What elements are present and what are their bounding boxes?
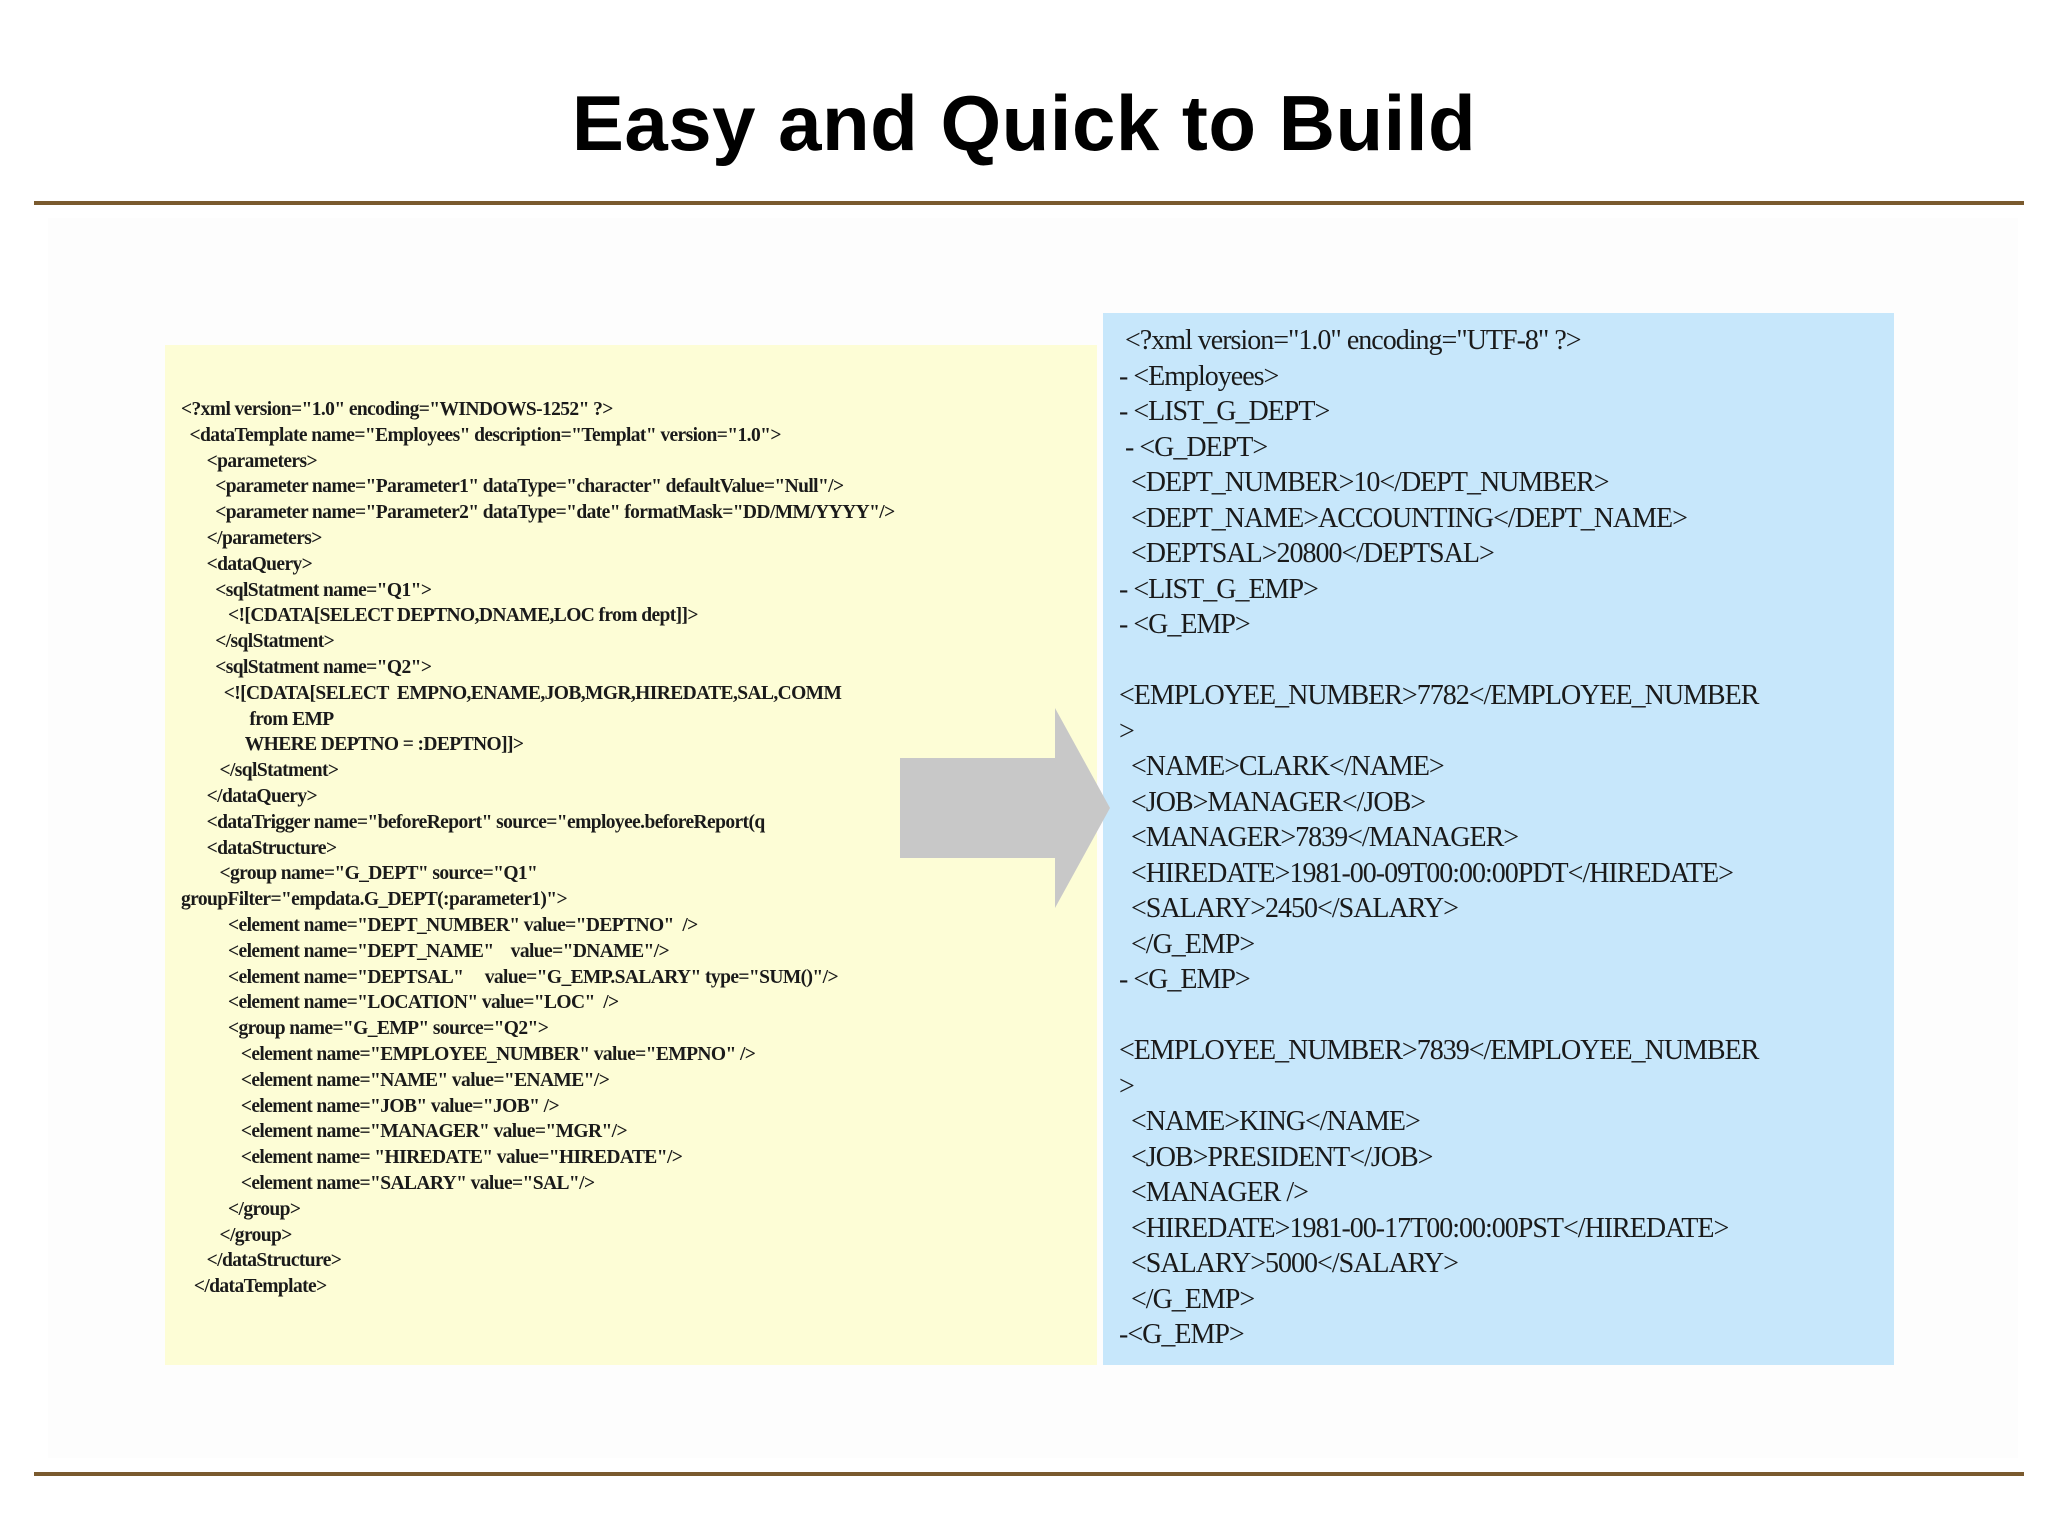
code-line: <NAME>CLARK</NAME> [1119,751,1444,782]
code-line: </G_EMP> [1119,1283,1255,1315]
code-line: <dataStructure> [181,837,337,859]
xml-output-code [1119,323,1889,1353]
code-line: <DEPT_NAME>ACCOUNTING</DEPT_NAME> [1119,502,1687,534]
code-line: <sqlStatment name="Q1"> [181,579,432,601]
code-line: </group> [181,1198,301,1220]
code-line: <element name= "HIREDATE" value="HIREDATE"/> [181,1147,683,1169]
code-line: - <G_DEPT> [1119,431,1268,463]
code-line: <JOB>PRESIDENT</JOB> [1119,1141,1433,1173]
code-line: <group name="G_EMP" source="Q2"> [181,1018,549,1040]
code-line: </dataStructure> [181,1250,342,1272]
code-line: </sqlStatment> [181,631,335,653]
code-line: <parameters> [181,450,317,472]
code-line: <MANAGER>7839</MANAGER> [1119,822,1519,853]
code-line: </group> [181,1224,292,1246]
code-line: <?xml version="1.0" encoding="UTF-8" ?> [1119,325,1581,356]
code-line: - <Employees> [1119,360,1279,392]
code-line: </G_EMP> [1119,928,1255,960]
code-line: <element name="MANAGER" value="MGR"/> [181,1121,628,1143]
code-line: -<G_EMP> [1119,1319,1244,1350]
code-line: <parameter name="Parameter1" dataType="character" defaultValue="Null"/> [181,476,844,498]
right-arrow-icon [900,708,1110,908]
slide-title: Easy and Quick to Build [571,79,1477,167]
title-divider [34,201,2024,205]
code-line: <dataQuery> [181,553,313,575]
code-line: <element name="JOB" value="JOB" /> [181,1095,559,1117]
code-line: <sqlStatment name="Q2"> [181,656,432,678]
code-line [1119,643,1889,679]
code-line: </dataTemplate> [181,1276,327,1298]
code-line: </sqlStatment> [181,760,339,782]
footer-divider [34,1472,2024,1476]
right-arrow-shape [900,708,1110,908]
code-line: - <G_EMP> [1119,609,1250,640]
code-line: > [1119,1070,1134,1102]
xml-output-panel [1103,313,1894,1365]
code-line: from EMP [181,708,334,730]
code-line: <DEPTSAL>20800</DEPTSAL> [1119,538,1494,569]
code-line: > [1119,715,1134,747]
code-line: <dataTrigger name="beforeReport" source="employee.beforeReport(q [181,811,765,833]
code-line [1119,998,1889,1034]
code-line: <JOB>MANAGER</JOB> [1119,786,1426,818]
code-line: WHERE DEPTNO = :DEPTNO]]> [181,734,524,756]
code-line: <?xml version="1.0" encoding="WINDOWS-1252" ?> [181,399,613,420]
code-line: <SALARY>5000</SALARY> [1119,1248,1458,1279]
code-line: <element name="DEPT_NUMBER" value="DEPTNO" /> [181,914,698,936]
code-line: - <LIST_G_DEPT> [1119,396,1330,427]
code-line: <dataTemplate name="Employees" description="Templat" version="1.0"> [181,424,781,446]
code-line: - <LIST_G_EMP> [1119,573,1318,605]
code-line: <HIREDATE>1981-00-09T00:00:00PDT</HIREDATE> [1119,857,1733,889]
code-line: <element name="LOCATION" value="LOC" /> [181,992,619,1014]
code-line: </dataQuery> [181,785,318,807]
code-line: <group name="G_DEPT" source="Q1" [181,863,538,885]
code-line: <SALARY>2450</SALARY> [1119,893,1458,924]
code-line: <element name="DEPT_NAME" value="DNAME"/> [181,940,670,962]
code-line: <EMPLOYEE_NUMBER>7839</EMPLOYEE_NUMBER [1119,1035,1759,1066]
code-line: <element name="EMPLOYEE_NUMBER" value="EMPNO" /> [181,1043,756,1065]
code-line: <parameter name="Parameter2" dataType="date" formatMask="DD/MM/YYYY"/> [181,502,895,524]
code-line: <![CDATA[SELECT EMPNO,ENAME,JOB,MGR,HIREDATE,SAL,COMM [181,682,842,704]
code-line: <![CDATA[SELECT DEPTNO,DNAME,LOC from dept]]> [181,605,698,627]
code-line: <MANAGER /> [1119,1177,1308,1208]
code-line: groupFilter="empdata.G_DEPT(:parameter1)"> [181,889,568,911]
code-line: <EMPLOYEE_NUMBER>7782</EMPLOYEE_NUMBER [1119,680,1759,711]
code-line: <element name="DEPTSAL" value="G_EMP.SALARY" type="SUM()"/> [181,966,838,988]
code-line: <HIREDATE>1981-00-17T00:00:00PST</HIREDATE> [1119,1212,1729,1244]
code-line: </parameters> [181,527,322,549]
code-line: <element name="SALARY" value="SAL"/> [181,1172,595,1194]
code-line: <NAME>KING</NAME> [1119,1106,1420,1137]
code-line: <DEPT_NUMBER>10</DEPT_NUMBER> [1119,467,1609,498]
code-line: <element name="NAME" value="ENAME"/> [181,1069,610,1091]
code-line: - <G_EMP> [1119,964,1250,995]
